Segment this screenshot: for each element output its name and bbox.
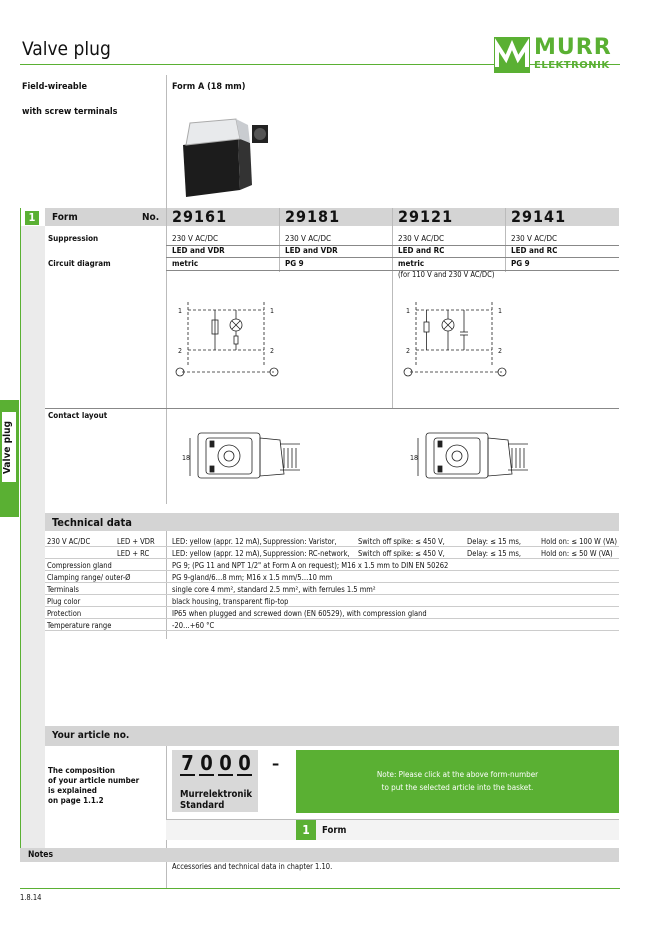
tech-row-6-label: Plug color	[47, 597, 81, 606]
tech-row-1-sub: LED + VDR	[117, 537, 155, 546]
article-digit-4: 0	[238, 751, 251, 775]
col-sep-1	[279, 208, 280, 272]
led-4: LED and RC	[511, 246, 558, 255]
tech-row-8-value: -20…+60 °C	[172, 621, 215, 630]
tech-row-6-value: black housing, transparent flip-top	[172, 597, 289, 606]
svg-text:2: 2	[498, 347, 503, 355]
form-number-1[interactable]: 29161	[172, 207, 228, 226]
led-2: LED and VDR	[285, 246, 338, 255]
gland-1: metric	[172, 259, 199, 268]
tech-row-3-value: PG 9; (PG 11 and NPT 1/2" at Form A on request); M16 x 1.5 mm to DIN EN 50262	[172, 561, 449, 570]
tech-row-1-c1: LED: yellow (appr. 12 mA),	[172, 537, 262, 546]
contact-dimension-1: 18	[182, 454, 191, 462]
tech-row-5-label: Terminals	[47, 585, 79, 594]
tech-row-8-label: Temperature range	[47, 621, 112, 630]
tech-row-7-label: Protection	[47, 609, 82, 618]
intro-separator	[166, 75, 167, 208]
circuit-diagram-vdr	[174, 300, 284, 385]
brand-line2: Standard	[180, 800, 225, 811]
basket-note-line2: to put the selected article into the basket.	[381, 783, 534, 792]
svg-text:1: 1	[498, 307, 503, 315]
voltage-2: 230 V AC/DC	[285, 234, 332, 243]
form-badge: 1	[296, 820, 316, 840]
composition-line1: The composition	[48, 766, 115, 775]
svg-text:2: 2	[178, 347, 183, 355]
tech-row-5-value: single core 4 mm², standard 2.5 mm², with ferrules 1.5 mm²	[172, 585, 376, 594]
tech-row-2	[45, 549, 619, 559]
form-number-3[interactable]: 29121	[398, 207, 454, 226]
tech-row-5	[45, 585, 619, 595]
footer-divider	[20, 888, 620, 889]
article-dash: –	[272, 754, 280, 773]
contact-layout-2	[408, 428, 538, 488]
tech-row-6	[45, 597, 619, 607]
murr-logo	[494, 37, 620, 74]
tech-row-1-label: 230 V AC/DC	[47, 537, 91, 546]
tech-row-7	[45, 609, 619, 619]
side-label: Valve plug	[2, 412, 16, 482]
form-number-2[interactable]: 29181	[285, 207, 341, 226]
basket-note-line1: Note: Please click at the above form-number	[376, 770, 539, 779]
tech-row-2-c2: Suppression: RC-network,	[263, 549, 350, 558]
contact-label: Contact layout	[48, 411, 108, 420]
composition-line4[interactable]: on page 1.1.2	[48, 796, 104, 805]
rc-note: (for 110 V and 230 V AC/DC)	[398, 270, 495, 279]
col-sep-2	[392, 208, 393, 408]
col-sep-0	[166, 208, 167, 504]
tech-row-4-label: Clamping range/ outer-Ø	[47, 573, 131, 582]
tech-row-2-sub: LED + RC	[117, 549, 150, 558]
tech-row-7-value: IP65 when plugged and screwed down (EN 60529), with compression gland	[172, 609, 427, 618]
contact-dimension-2: 18	[410, 454, 419, 462]
form-footer-label: Form	[322, 825, 347, 836]
tech-row-1-c2: Suppression: Varistor,	[263, 537, 337, 546]
section-badge: 1	[25, 211, 39, 225]
tech-title: Technical data	[52, 516, 132, 529]
tech-row-3	[45, 561, 619, 571]
contact-layout-1	[180, 428, 310, 488]
page-title: Valve plug	[22, 38, 111, 60]
brand-line1: Murrelektronik	[180, 789, 253, 800]
tech-row-8	[45, 621, 619, 631]
article-digit-1: 7	[181, 751, 194, 775]
composition-line2: of your article number	[48, 776, 140, 785]
tech-row-1-c4: Delay: ≤ 15 ms,	[467, 537, 521, 546]
form-row-bg	[166, 820, 619, 840]
tech-row-2-c4: Delay: ≤ 15 ms,	[467, 549, 521, 558]
intro-form: Form A (18 mm)	[172, 82, 246, 92]
tech-row-2-c3: Switch off spike: ≤ 450 V,	[358, 549, 445, 558]
left-column-bg	[21, 226, 45, 848]
tech-row-2-c5: Hold on: ≤ 50 W (VA)	[541, 549, 613, 558]
article-digit-3: 0	[219, 751, 232, 775]
circuit-label: Circuit diagram	[48, 259, 111, 268]
row-line-3	[166, 270, 619, 271]
composition-line3: is explained	[48, 786, 97, 795]
tech-row-4	[45, 573, 619, 583]
article-header-row	[45, 726, 619, 746]
form-number-4[interactable]: 29141	[511, 207, 567, 226]
svg-text:1: 1	[178, 307, 183, 315]
form-label: Form	[52, 212, 78, 223]
product-image	[178, 115, 278, 200]
murr-logo-mark-icon	[494, 37, 530, 73]
suppression-label: Suppression	[48, 234, 99, 243]
voltage-3: 230 V AC/DC	[398, 234, 445, 243]
intro-line1: Field-wireable	[22, 82, 87, 92]
svg-text:1: 1	[270, 307, 275, 315]
logo-text-bottom: ELEKTRONIK	[534, 60, 610, 71]
led-3: LED and RC	[398, 246, 445, 255]
row-line-4	[45, 408, 619, 409]
svg-text:1: 1	[406, 307, 411, 315]
no-label: No.	[142, 212, 160, 223]
notes-header-row	[20, 848, 619, 862]
gland-2: PG 9	[285, 259, 304, 268]
gland-3: metric	[398, 259, 425, 268]
article-title: Your article no.	[52, 730, 130, 741]
intro-line2: with screw terminals	[22, 107, 118, 117]
tech-row-1-c5: Hold on: ≤ 100 W (VA)	[541, 537, 617, 546]
circuit-diagram-rc	[402, 300, 512, 385]
basket-note	[296, 750, 619, 813]
notes-text: Accessories and technical data in chapter 1.10.	[172, 862, 333, 871]
svg-text:2: 2	[406, 347, 411, 355]
svg-text:2: 2	[270, 347, 275, 355]
notes-title: Notes	[28, 850, 54, 860]
logo-text-top: MURR	[534, 35, 612, 60]
tech-row-1-c3: Switch off spike: ≤ 450 V,	[358, 537, 445, 546]
col-sep-3	[505, 208, 506, 272]
voltage-4: 230 V AC/DC	[511, 234, 558, 243]
tech-row-2-c1: LED: yellow (appr. 12 mA),	[172, 549, 262, 558]
led-1: LED and VDR	[172, 246, 225, 255]
article-digit-2: 0	[200, 751, 213, 775]
tech-row-3-label: Compression gland	[47, 561, 112, 570]
row-line-2	[166, 257, 619, 258]
gland-4: PG 9	[511, 259, 530, 268]
voltage-1: 230 V AC/DC	[172, 234, 219, 243]
page-number: 1.8.14	[20, 893, 42, 902]
tech-row-4-value: PG 9-gland/6…8 mm; M16 x 1.5 mm/5…10 mm	[172, 573, 333, 582]
notes-separator	[166, 862, 167, 888]
tech-row-1	[45, 537, 619, 547]
